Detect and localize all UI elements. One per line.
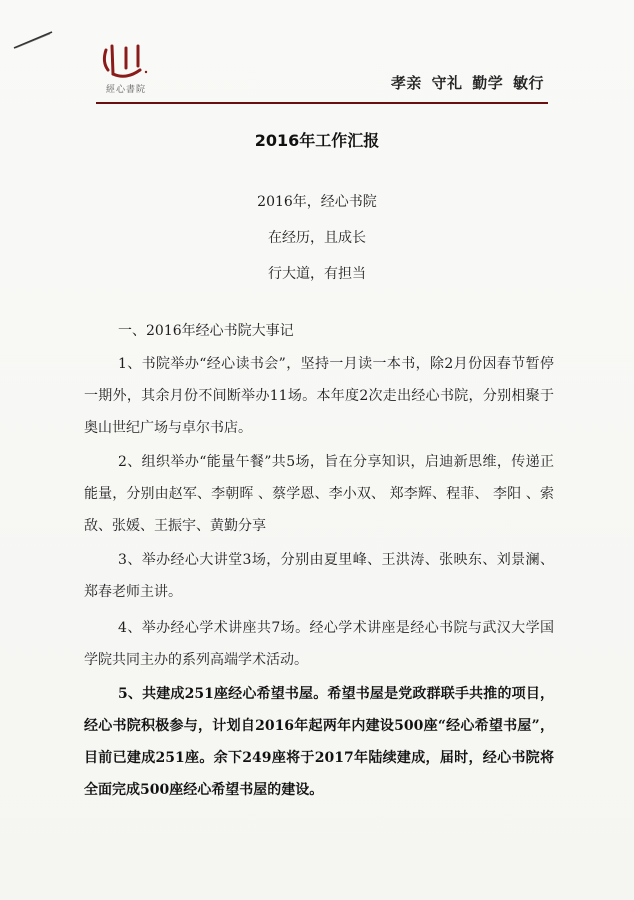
paragraph-5: 5、共建成251座经心希望书屋。希望书屋是党政群联手共推的项目，经心书院积极参与，计划自2016年起两年内建设500座“经心希望书屋”，目前已建成251座。余下249座将于2017年陆续建成，届时，经心书院将全面完成500座经心希望书屋的建设。 xyxy=(84,686,554,798)
paragraph-3: 3、举办经心大讲堂3场，分别由夏里峰、王洪涛、张映东、刘景澜、郑春老师主讲。 xyxy=(84,552,554,600)
paragraph-4: 4、举办经心学术讲座共7场。经心学术讲座是经心书院与武汉大学国学院共同主办的系列高端学术活动。 xyxy=(84,620,554,668)
document-title: 2016年工作汇报 xyxy=(254,131,380,150)
logo-name: 經心書院 xyxy=(105,85,146,95)
logo-mark-icon xyxy=(96,44,156,80)
logo xyxy=(96,44,156,98)
paragraph-1: 1、书院举办“经心读书会”，坚持一月读一本书，除2月份因春节暂停一期外，其余月份不间断举办11场。本年度2次走出经心书院，分别相聚于奥山世纪广场与卓尔书店。 xyxy=(84,356,554,436)
header-divider xyxy=(96,102,548,104)
motto: 孝亲 守礼 勤学 敏行 xyxy=(390,74,544,92)
pen-stroke-mark xyxy=(12,30,54,50)
intro-line-3: 行大道，有担当 xyxy=(268,266,366,282)
paragraph-2: 2、组织举办“能量午餐”共5场，旨在分享知识，启迪新思维，传递正能量，分别由赵军、李朝晖 、蔡学恩、李小双、 郑李辉、程菲、 李阳 、索敌、张媛、王振宇、黄勤分享 xyxy=(84,454,554,534)
intro-line-2: 在经历，且成长 xyxy=(268,230,366,246)
intro-line-1: 2016年，经心书院 xyxy=(257,194,377,210)
section-heading: 一、2016年经心书院大事记 xyxy=(118,323,294,339)
